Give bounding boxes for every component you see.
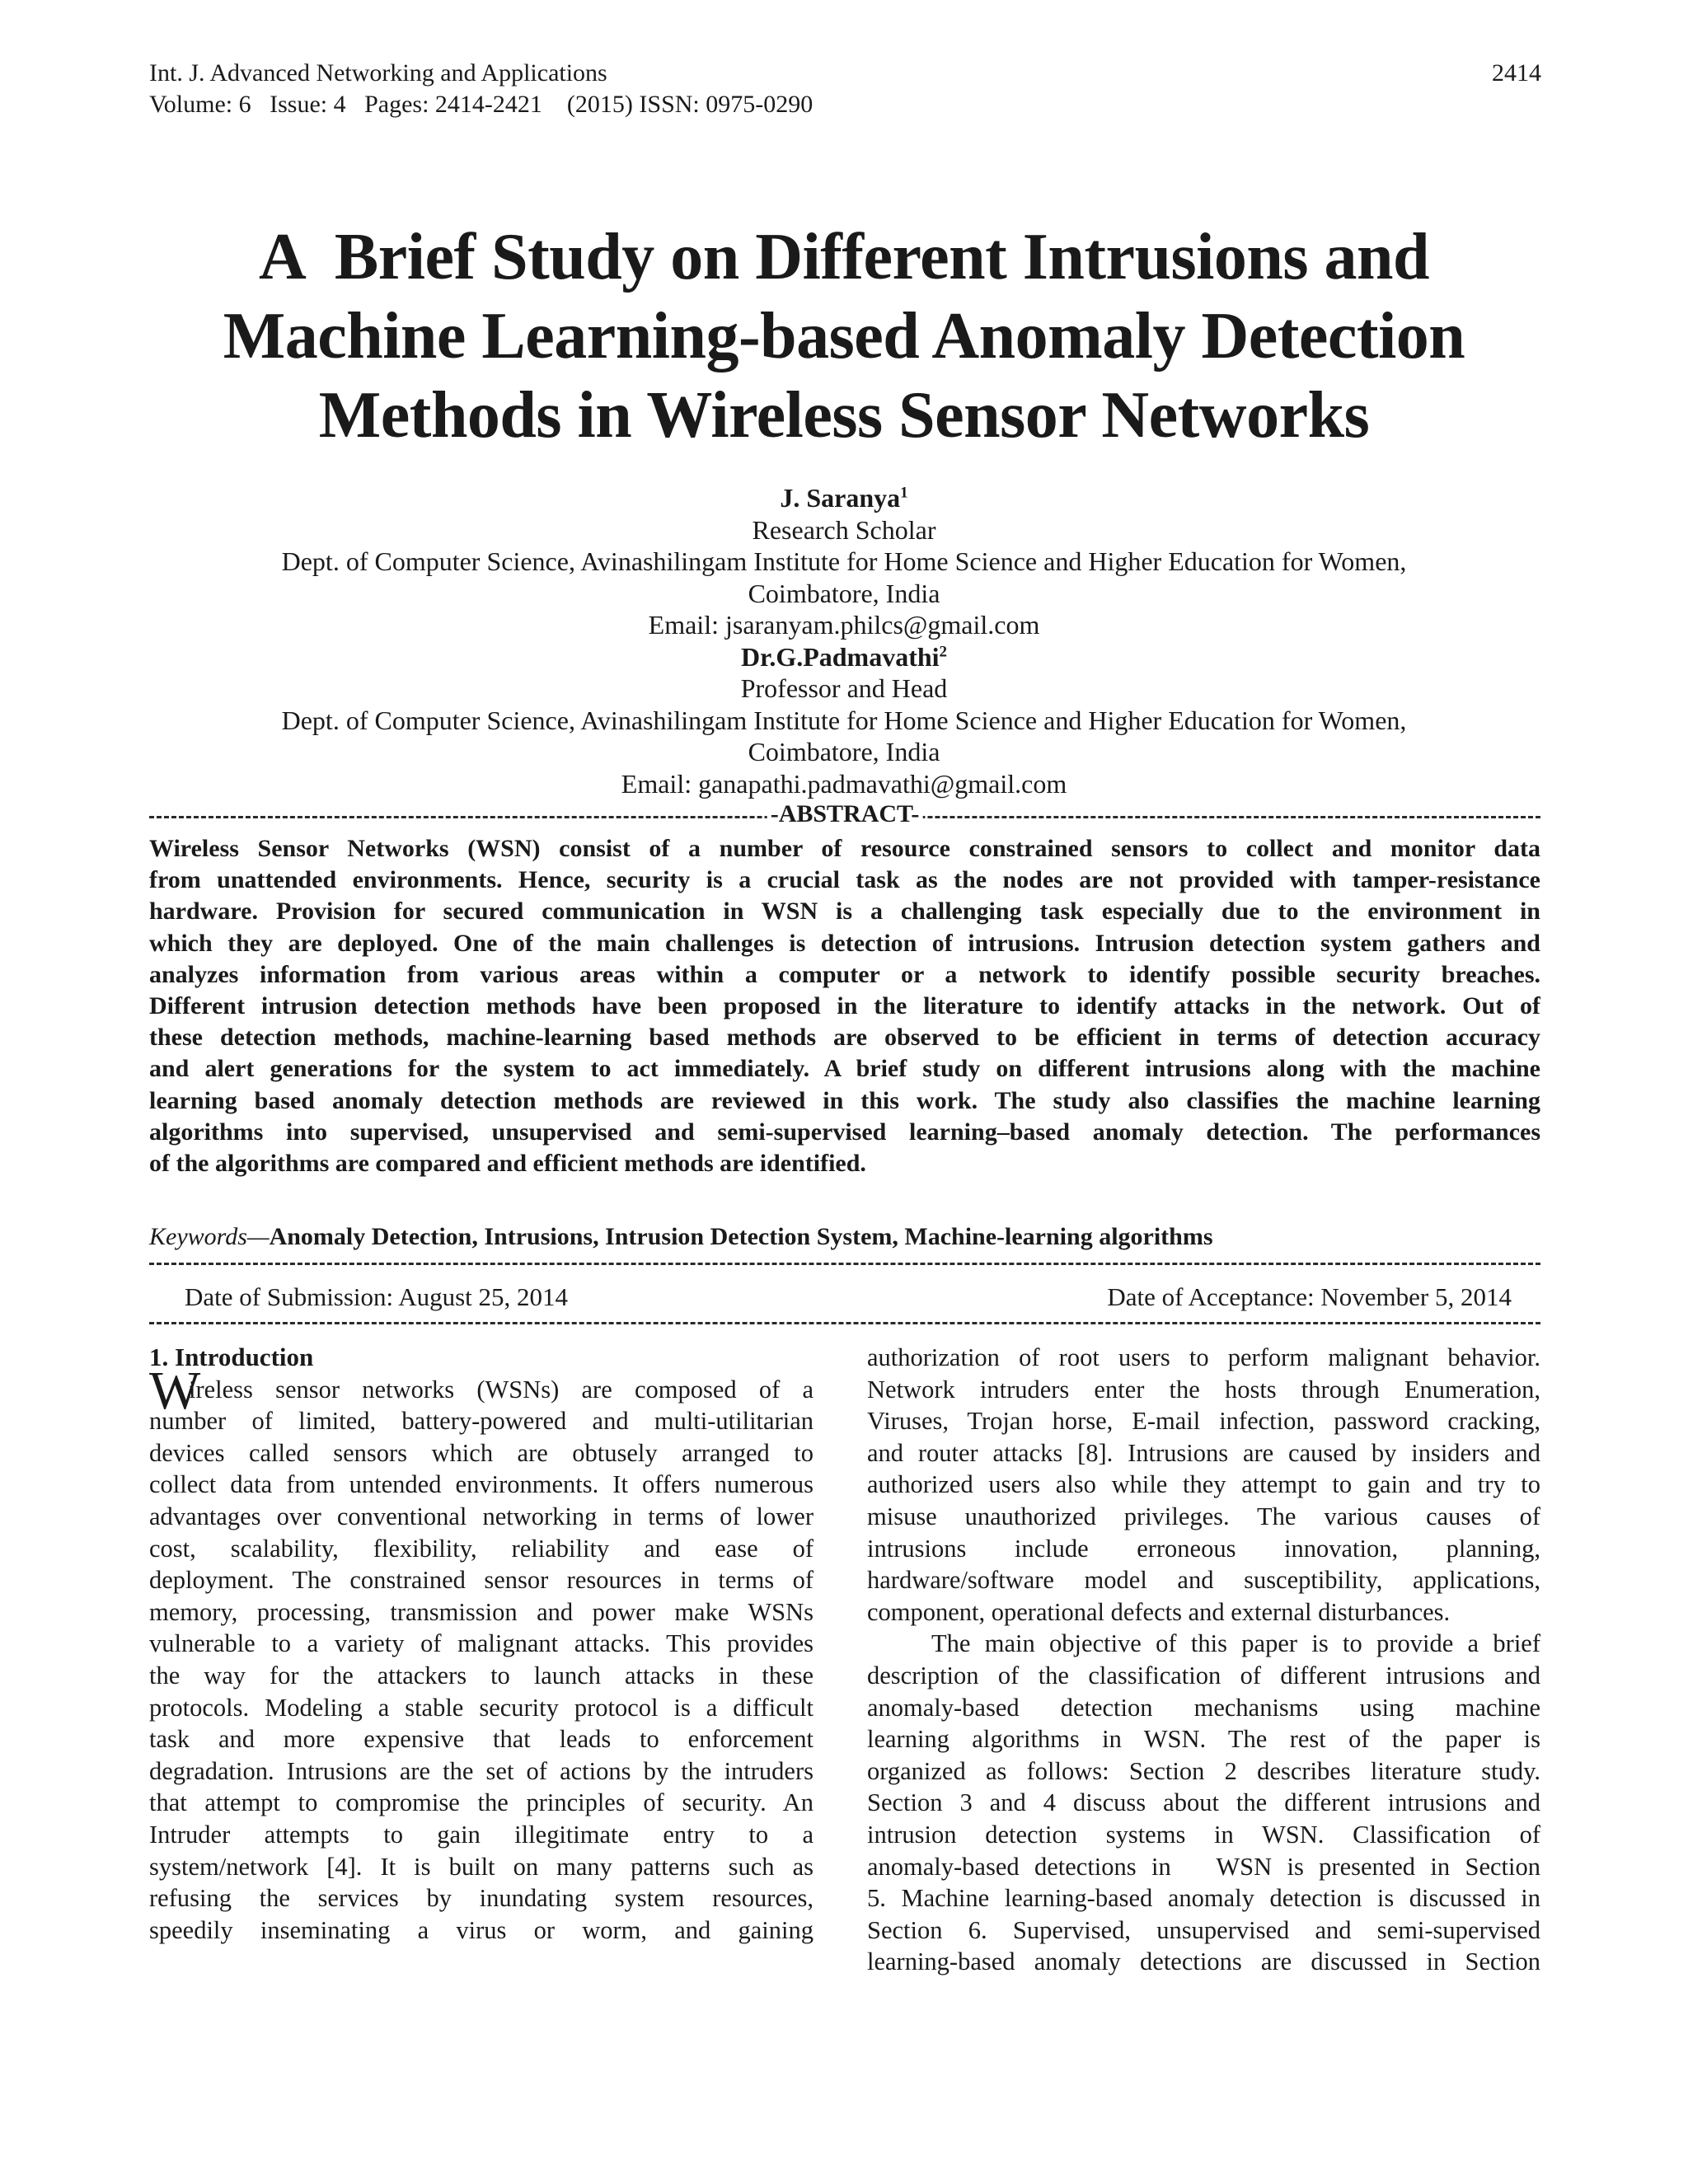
author-affiliation: Dept. of Computer Science, Avinashilingam Institute for Home Science and Higher Education for Women, bbox=[281, 546, 1407, 576]
body-line: the way for the attackers to launch attacks in these bbox=[149, 1661, 814, 1690]
body-line: anomaly-based detection mechanisms using machine bbox=[867, 1693, 1540, 1722]
abstract-heading-rule bbox=[149, 799, 1540, 829]
body-line: organized as follows: Section 2 describes literature study. bbox=[867, 1756, 1540, 1785]
abstract-line: analyzes information from various areas within a computer or a network to identify possible security breaches. bbox=[149, 960, 1540, 988]
author-city: Coimbatore, India bbox=[748, 578, 940, 608]
title-line: A Brief Study on Different Intrusions and bbox=[259, 221, 1429, 293]
body-line: advantages over conventional networking in terms of lower bbox=[149, 1502, 814, 1530]
abstract-body bbox=[149, 833, 1540, 1179]
volume-info: Volume: 6 Issue: 4 Pages: 2414-2421 (2015) ISSN: 0975-0290 bbox=[149, 91, 814, 118]
section-heading: 1. Introduction bbox=[149, 1343, 314, 1371]
author-role: Research Scholar bbox=[752, 514, 936, 545]
body-line: number of limited, battery-powered and multi-utilitarian bbox=[149, 1407, 814, 1436]
body-line: 5. Machine learning-based anomaly detection is discussed in bbox=[867, 1884, 1540, 1913]
dashed-rule bbox=[149, 1322, 1540, 1324]
keywords bbox=[149, 1221, 1540, 1253]
body-line: authorized users also while they attempt to gain and try to bbox=[867, 1470, 1540, 1499]
paragraph bbox=[867, 1628, 1540, 1978]
body-line: protocols. Modeling a stable security protocol is a difficult bbox=[149, 1693, 814, 1722]
running-header bbox=[149, 58, 813, 120]
body-line: misuse unauthorized privileges. The various causes of bbox=[867, 1502, 1540, 1530]
body-line: description of the classification of different intrusions and bbox=[867, 1661, 1540, 1690]
body-line: intrusions include erroneous innovation, planning, bbox=[867, 1534, 1540, 1563]
author-affiliation: Dept. of Computer Science, Avinashilingam Institute for Home Science and Higher Education for Women, bbox=[281, 705, 1407, 735]
paragraph bbox=[867, 1342, 1540, 1628]
abstract-line: Different intrusion detection methods have been proposed in the literature to identify attacks in the network. Out of bbox=[149, 991, 1540, 1019]
body-line: ireless sensor networks (WSNs) are composed of a bbox=[189, 1375, 814, 1404]
author-role: Professor and Head bbox=[740, 673, 948, 703]
body-line: that attempt to compromise the principles of security. An bbox=[149, 1788, 814, 1817]
body-line: learning algorithms in WSN. The rest of the paper is bbox=[867, 1725, 1540, 1754]
body-line: refusing the services by inundating system resources, bbox=[149, 1884, 814, 1913]
journal-name: Int. J. Advanced Networking and Applications bbox=[149, 59, 607, 87]
body-line: collect data from untended environments. It offers numerous bbox=[149, 1470, 814, 1499]
author-name: J. Saranya$^1$ bbox=[780, 483, 908, 513]
body-line: devices called sensors which are obtusely arranged to bbox=[149, 1438, 814, 1467]
body-line: task and more expensive that leads to enforcement bbox=[149, 1725, 814, 1754]
body-line: Intruder attempts to gain illegitimate entry to a bbox=[149, 1820, 814, 1849]
body-line: system/network [4]. It is built on many patterns such as bbox=[149, 1852, 814, 1881]
body-line: cost, scalability, flexibility, reliability and ease of bbox=[149, 1534, 814, 1563]
author-email: Email: jsaranyam.philcs@gmail.com bbox=[648, 610, 1040, 640]
abstract-line: from unattended environments. Hence, security is a crucial task as the nodes are not provided with tamper-resistance bbox=[149, 866, 1540, 894]
body-line: component, operational defects and external disturbances. bbox=[867, 1597, 1451, 1626]
abstract-line: of the algorithms are compared and efficient methods are identified. bbox=[149, 1149, 866, 1177]
submission-date: Date of Submission: August 25, 2014 bbox=[185, 1282, 569, 1311]
title-line: Machine Learning-based Anomaly Detection bbox=[223, 300, 1465, 373]
dashed-rule bbox=[149, 1263, 1540, 1265]
acceptance-date: Date of Acceptance: November 5, 2014 bbox=[1107, 1282, 1512, 1311]
keywords-label: Keywords— bbox=[149, 1223, 270, 1250]
author-city: Coimbatore, India bbox=[748, 737, 940, 766]
author-block bbox=[124, 482, 1564, 799]
abstract-line: hardware. Provision for secured communication in WSN is a challenging task especially due to the environment in bbox=[149, 898, 1540, 926]
left-column bbox=[149, 1342, 814, 1946]
body-line: The main objective of this paper is to provide a brief bbox=[931, 1629, 1540, 1658]
abstract-line: which they are deployed. One of the main challenges is detection of intrusions. Intrusion detection system gathers and bbox=[149, 929, 1540, 957]
body-line: anomaly-based detections in WSN is presented in Section bbox=[867, 1852, 1540, 1881]
right-column bbox=[867, 1342, 1540, 1978]
keywords-text: Anomaly Detection, Intrusions, Intrusion Detection System, Machine-learning algorithms bbox=[269, 1223, 1213, 1250]
drop-cap: W bbox=[149, 1360, 201, 1421]
abstract-line: algorithms into supervised, unsupervised and semi-supervised learning–based anomaly detection. The performances bbox=[149, 1118, 1540, 1146]
abstract-line: learning based anomaly detection methods are reviewed in this work. The study also classifies the machine learning bbox=[149, 1086, 1540, 1114]
title-line: Methods in Wireless Sensor Networks bbox=[318, 379, 1370, 452]
author-name: Dr.G.Padmavathi$^2$ bbox=[740, 641, 948, 672]
author-superscript: 1 bbox=[900, 484, 908, 502]
body-line: Viruses, Trojan horse, E-mail infection, password cracking, bbox=[867, 1407, 1540, 1436]
author-email: Email: ganapathi.padmavathi@gmail.com bbox=[621, 768, 1067, 799]
body-line: intrusion detection systems in WSN. Classification of bbox=[867, 1820, 1540, 1849]
intro-paragraph bbox=[149, 1360, 814, 1947]
page-number: 2414 bbox=[1492, 59, 1541, 87]
body-line: deployment. The constrained sensor resources in terms of bbox=[149, 1566, 814, 1595]
author-superscript: 2 bbox=[939, 642, 948, 660]
body-line: authorization of root users to perform malignant behavior. bbox=[867, 1343, 1540, 1371]
body-line: speedily inseminating a virus or worm, and gaining bbox=[149, 1915, 814, 1944]
body-line: Section 6. Supervised, unsupervised and semi-supervised bbox=[867, 1915, 1540, 1944]
abstract-line: these detection methods, machine-learning based methods are observed to be efficient in terms of detection accuracy bbox=[149, 1024, 1540, 1052]
body-line: hardware/software model and susceptibility, applications, bbox=[867, 1566, 1540, 1595]
body-line: Network intruders enter the hosts through Enumeration, bbox=[867, 1375, 1540, 1404]
body-line: degradation. Intrusions are the set of actions by the intruders bbox=[149, 1756, 814, 1785]
body-line: memory, processing, transmission and power make WSNs bbox=[149, 1597, 814, 1626]
abstract-line: Wireless Sensor Networks (WSN) consist of a number of resource constrained sensors to collect and monitor data bbox=[149, 835, 1540, 862]
body-line: and router attacks [8]. Intrusions are caused by insiders and bbox=[867, 1438, 1540, 1467]
body-line: vulnerable to a variety of malignant attacks. This provides bbox=[149, 1629, 814, 1658]
abstract-line: and alert generations for the system to act immediately. A brief study on different intrusions along with the machine bbox=[149, 1055, 1540, 1083]
body-line: learning-based anomaly detections are discussed in Section bbox=[867, 1947, 1540, 1976]
abstract-heading: -ABSTRACT- bbox=[767, 799, 923, 829]
paper-title bbox=[124, 218, 1564, 455]
body-line: Section 3 and 4 discuss about the different intrusions and bbox=[867, 1788, 1540, 1817]
